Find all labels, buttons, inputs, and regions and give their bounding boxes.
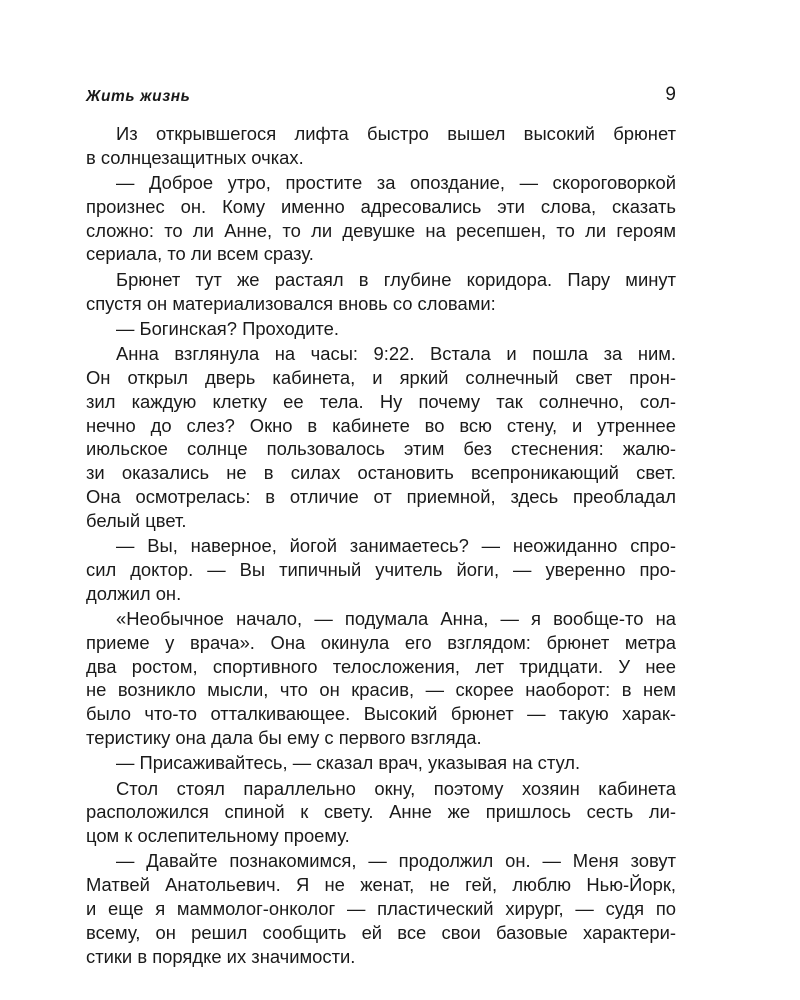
running-title: Жить жизнь (86, 88, 191, 105)
text-line: и еще я маммолог-онколог — пластический хирург, — судя по (86, 898, 676, 919)
text-line: расположился спиной к свету. Анне же пришлось сесть ли- (86, 801, 676, 823)
text-line: произнес он. Кому именно адресовались эти слова, сказать (86, 195, 676, 217)
paragraph (86, 317, 676, 341)
paragraph (86, 122, 676, 170)
text-line: июльское солнце пользовалось этим без стеснения: жалю- (86, 438, 676, 460)
text-line: Из открывшегося лифта быстро вышел высокий брюнет (116, 123, 676, 144)
text-line: — Давайте познакомимся, — продолжил он. — Меня зовут (116, 850, 676, 872)
text-line: белый цвет. (86, 509, 187, 531)
text-line: в солнцезащитных очках. (86, 146, 304, 168)
text-line: должил он. (86, 582, 182, 604)
text-line: цом к ослепительному проему. (86, 825, 350, 847)
paragraph (86, 534, 676, 605)
text-line: приеме у врача». Она окинула его взглядом: брюнет метра (86, 631, 676, 653)
text-line: нечно до слез? Окно в кабинете во всю стену, и утреннее (86, 414, 676, 436)
paragraph (86, 849, 676, 968)
text-line: зи оказались не в силах остановить всепроникающий свет. (86, 462, 676, 484)
paragraph (86, 777, 676, 848)
paragraph (86, 751, 676, 775)
text-line: было что-то отталкивающее. Высокий брюнет — такую харак- (86, 703, 676, 725)
text-line: не возникло мысли, что он красив, — скорее наоборот: в нем (86, 679, 676, 701)
text-line: — Богинская? Проходите. (116, 317, 339, 339)
paragraph (86, 268, 676, 316)
text-line: теристику она дала бы ему с первого взгляда. (86, 726, 482, 748)
paragraph (86, 342, 676, 532)
body-text (86, 122, 676, 970)
text-line: «Необычное начало, — подумала Анна, — я вообще-то на (116, 607, 676, 629)
text-line: сил доктор. — Вы типичный учитель йоги, — уверенно про- (86, 558, 676, 580)
text-line: сериала, то ли всем сразу. (86, 243, 314, 265)
text-line: Стол стоял параллельно окну, поэтому хозяин кабинета (116, 777, 676, 799)
paragraph (86, 607, 676, 750)
text-line: стики в порядке их значимости. (86, 945, 356, 967)
text-line: Она осмотрелась: в отличие от приемной, здесь преобладал (86, 485, 676, 507)
text-line: — Вы, наверное, йогой занимаетесь? — неожиданно спро- (116, 535, 676, 557)
text-line: Брюнет тут же растаял в глубине коридора. Пару минут (116, 268, 676, 290)
page-number: 9 (665, 84, 676, 105)
text-line: сложно: то ли Анне, то ли девушке на ресепшен, то ли героям (86, 219, 676, 241)
text-line: два ростом, спортивного телосложения, лет тридцати. У нее (86, 655, 676, 677)
text-line: — Доброе утро, простите за опоздание, — скороговоркой (116, 172, 676, 194)
text-line: всему, он решил сообщить ей все свои базовые характери- (86, 921, 676, 943)
text-line: Он открыл дверь кабинета, и яркий солнечный свет прон- (86, 366, 676, 388)
paragraph (86, 171, 676, 266)
text-line: Матвей Анатольевич. Я не женат, не гей, люблю Нью-Йорк, (86, 874, 676, 896)
text-line: Анна взглянула на часы: 9:22. Встала и пошла за ним. (116, 343, 676, 365)
text-line: зил каждую клетку ее тела. Ну почему так солнечно, сол- (86, 390, 676, 412)
text-line: спустя он материализовался вновь со словами: (86, 292, 496, 314)
text-line: — Присаживайтесь, — сказал врач, указывая на стул. (116, 752, 581, 774)
